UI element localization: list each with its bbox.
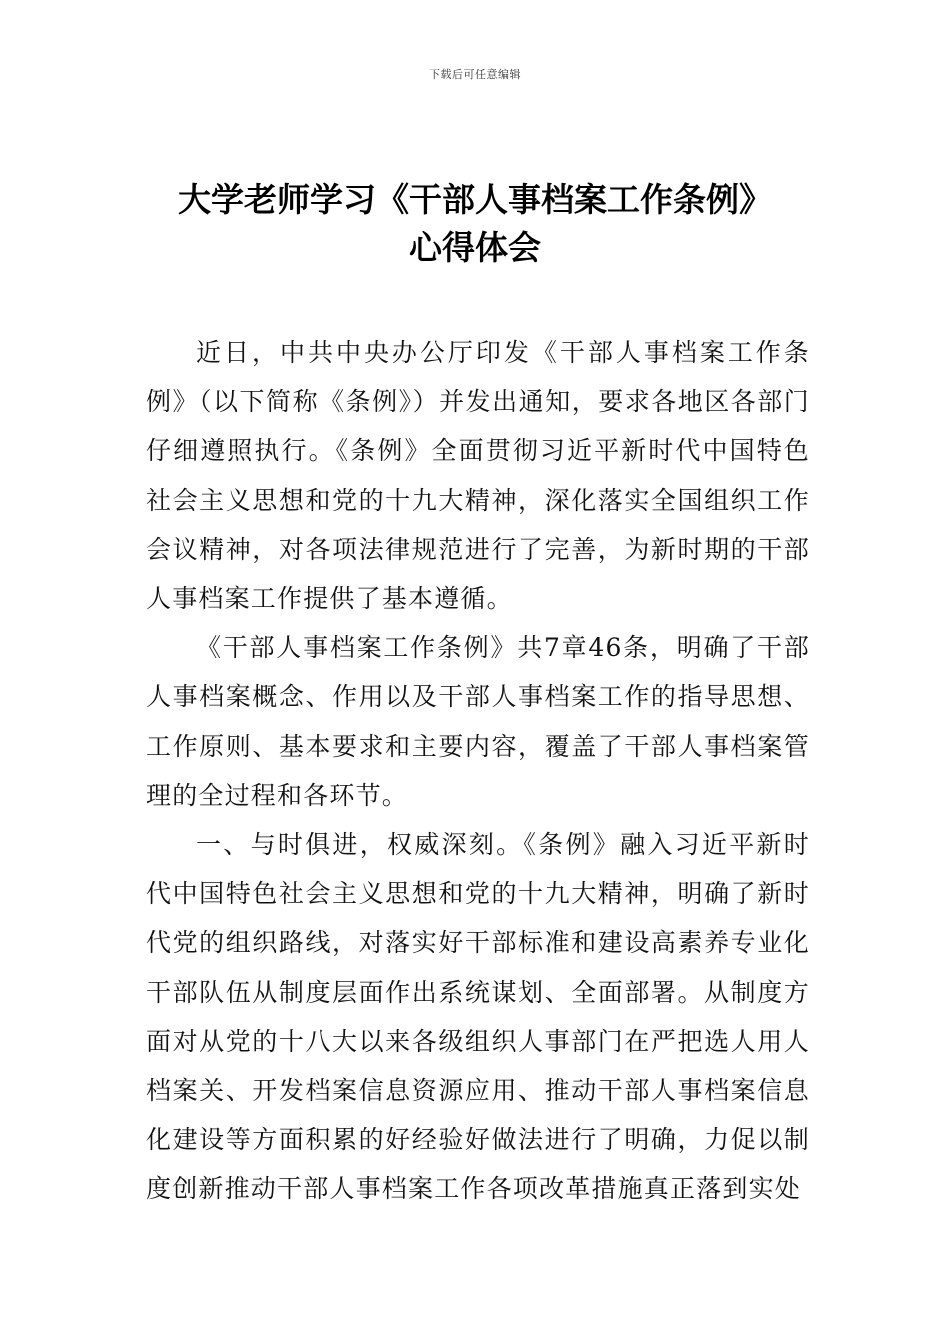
paragraph-3: 一、与时俱进，权威深刻。《条例》融入习近平新时代中国特色社会主义思想和党的十九大精神，明确了新时代党的组织路线，对落实好干部标准和建设高素养专业化干部队伍从制度层面作出系统谋划、全面部署。从制度方面对从党的十八大以来各级组织人事部门在严把选人用人档案关、开发档案信息资源应用、推动干部人事档案信息化建设等方面积累的好经验好做法进行了明确，力促以制度创新推动干部人事档案工作各项改革措施真正落到实处 [146, 830, 810, 1204]
document-body [146, 328, 810, 1214]
document-title-line-1: 大学老师学习《干部人事档案工作条例》 [178, 180, 772, 219]
document-title-line-2: 心得体会 [409, 228, 541, 267]
header-note: 下载后可任意编辑 [429, 68, 521, 81]
document-title [120, 176, 830, 272]
paragraph-1: 近日，中共中央办公厅印发《干部人事档案工作条例》（以下简称《条例》）并发出通知，要求各地区各部门仔细遵照执行。《条例》全面贯彻习近平新时代中国特色社会主义思想和党的十九大精神，深化落实全国组织工作会议精神，对各项法律规范进行了完善，为新时期的干部人事档案工作提供了基本遵循。 [146, 338, 810, 614]
paragraph-2: 《干部人事档案工作条例》共7章46条，明确了干部人事档案概念、作用以及干部人事档案工作的指导思想、工作原则、基本要求和主要内容，覆盖了干部人事档案管理的全过程和各环节。 [146, 633, 810, 810]
